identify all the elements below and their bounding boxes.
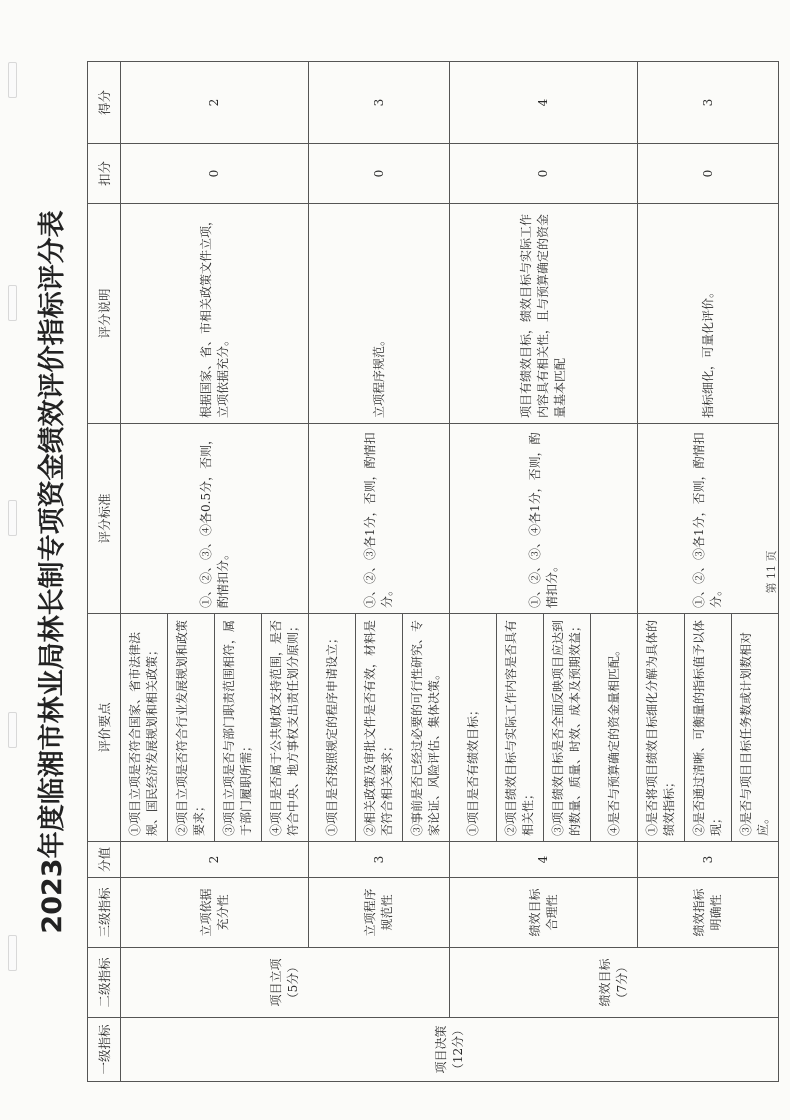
header-deduct: 扣分	[88, 144, 121, 204]
point-cell: ②相关政策及审批文件是否有效，材料是否符合相关要求；	[356, 614, 403, 842]
point-cell: ④是否与预算确定的资金量相匹配。	[591, 614, 638, 842]
standard-cell: ①、②、③、④各0.5分，否则，酌情扣分。	[121, 424, 309, 614]
point-cell: ①项目是否有绩效目标；	[450, 614, 497, 842]
scan-edge-mark	[8, 285, 17, 321]
level3-cell: 立项程序 规范性	[309, 878, 450, 948]
weight-cell: 4	[450, 842, 638, 878]
header-level1: 一级指标	[88, 1018, 121, 1082]
point-cell: ①项目是否按照规定的程序申请设立；	[309, 614, 356, 842]
scan-edge-mark	[8, 712, 17, 748]
level1-cell: 项目决策 （12分）	[121, 1018, 779, 1082]
table-row	[121, 62, 168, 1082]
score-cell: 4	[450, 62, 638, 144]
scan-edge-mark	[8, 62, 17, 98]
deduct-cell: 0	[309, 144, 450, 204]
deduct-cell: 0	[450, 144, 638, 204]
level2-cell: 项目立项 （5分）	[121, 948, 450, 1018]
explanation-cell: 指标细化，可量化评价。	[638, 204, 779, 424]
point-cell: ②项目绩效目标与实际工作内容是否具有相关性；	[497, 614, 544, 842]
header-row	[88, 62, 121, 1082]
table-row	[309, 62, 356, 1082]
point-cell: ③项目绩效目标是否全面反映项目应达到的数量、质量、时效、成本及预期效益；	[544, 614, 591, 842]
page-title: 2023年度临湘市林业局林长制专项资金绩效评价指标评分表	[37, 210, 68, 934]
explanation-cell: 项目有绩效目标，绩效目标与实际工作内容具有相关性，且与预算确定的资金量基本匹配	[450, 204, 638, 424]
level2-cell: 绩效目标 （7分）	[450, 948, 779, 1018]
score-cell: 3	[309, 62, 450, 144]
table-row	[638, 62, 685, 1082]
header-level2: 二级指标	[88, 948, 121, 1018]
deduct-cell: 0	[121, 144, 309, 204]
level3-cell: 绩效指标 明确性	[638, 878, 779, 948]
score-cell: 2	[121, 62, 309, 144]
weight-cell: 3	[309, 842, 450, 878]
scan-edge-mark	[8, 935, 17, 971]
explanation-cell: 立项程序规范。	[309, 204, 450, 424]
standard-cell: ①、②、③各1分，否则，酌情扣分。	[309, 424, 450, 614]
header-score: 得分	[88, 62, 121, 144]
evaluation-table	[87, 61, 779, 1082]
header-weight: 分值	[88, 842, 121, 878]
page-number: 第 11 页	[765, 550, 778, 594]
header-standard: 评分标准	[88, 424, 121, 614]
standard-cell: ①、②、③、④各1分，否则，酌情扣分。	[450, 424, 638, 614]
header-explanation: 评分说明	[88, 204, 121, 424]
deduct-cell: 0	[638, 144, 779, 204]
point-cell: ②是否通过清晰、可衡量的指标值予以体现；	[685, 614, 732, 842]
point-cell: ②项目立项是否符合行业发展规划和政策要求；	[168, 614, 215, 842]
explanation-cell: 根据国家、省、市相关政策文件立项，立项依据充分。	[121, 204, 309, 424]
table-row	[450, 62, 497, 1082]
point-cell: ①项目立项是否符合国家、省市法律法规、国民经济发展规划和相关政策；	[121, 614, 168, 842]
score-cell: 3	[638, 62, 779, 144]
level3-cell: 绩效目标 合理性	[450, 878, 638, 948]
point-cell: ③是否与项目目标任务数或计划数相对应。	[732, 614, 779, 842]
point-cell: ③项目立项是否与部门职责范围相符，属于部门履职所需；	[215, 614, 262, 842]
point-cell: ④项目是否属于公共财政支持范围，是否符合中央、地方事权支出责任划分原则；	[262, 614, 309, 842]
standard-cell: ①、②、③各1分，否则，酌情扣分。	[638, 424, 779, 614]
rotated-page	[25, 62, 785, 1082]
point-cell: ③事前是否已经过必要的可行性研究、专家论证、风险评估、集体决策。	[403, 614, 450, 842]
weight-cell: 2	[121, 842, 309, 878]
header-level3: 三级指标	[88, 878, 121, 948]
scan-edge-mark	[8, 500, 17, 536]
header-points: 评价要点	[88, 614, 121, 842]
point-cell: ①是否将项目绩效目标细化分解为具体的绩效指标；	[638, 614, 685, 842]
weight-cell: 3	[638, 842, 779, 878]
level3-cell: 立项依据 充分性	[121, 878, 309, 948]
